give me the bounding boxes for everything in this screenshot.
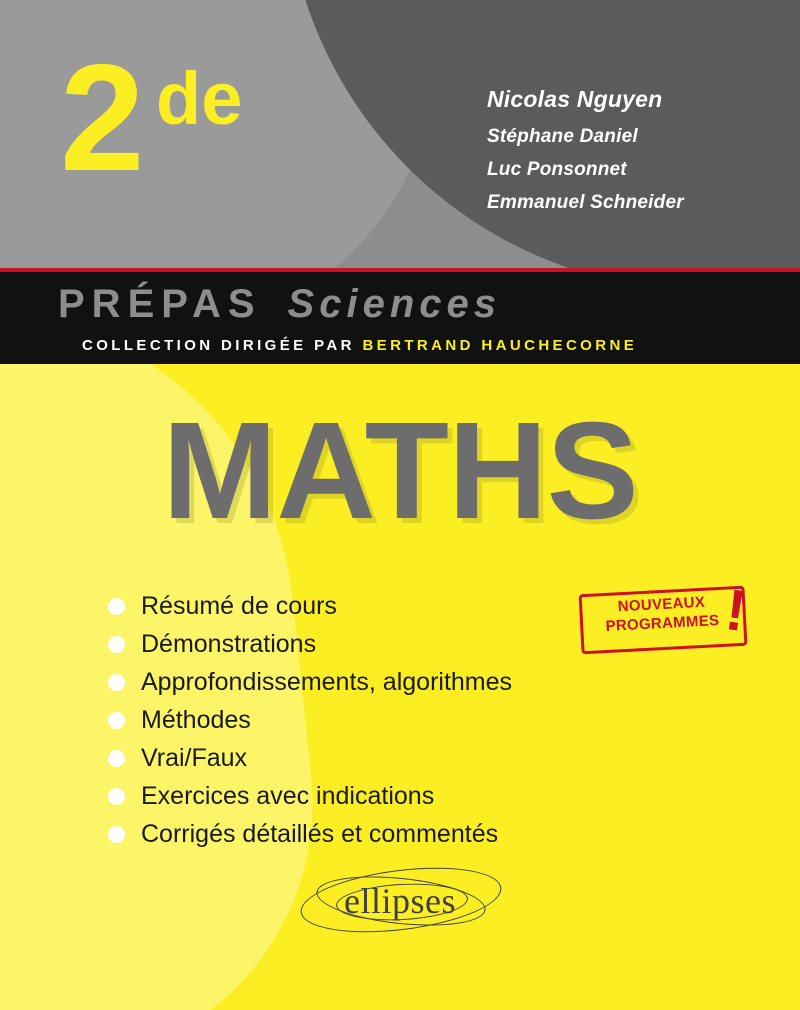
exclamation-icon: ! <box>721 576 750 645</box>
bullet-icon <box>108 826 125 843</box>
author-name: Emmanuel Schneider <box>487 192 684 213</box>
feature-label: Vrai/Faux <box>141 744 248 772</box>
author-name: Nicolas Nguyen <box>487 86 663 112</box>
publisher-logo <box>0 864 800 939</box>
feature-label: Démonstrations <box>141 630 317 658</box>
bullet-icon <box>108 598 125 615</box>
bullet-icon <box>108 750 125 767</box>
bullet-icon <box>108 788 125 805</box>
author-list <box>487 88 787 226</box>
list-item <box>108 668 668 697</box>
feature-label: Résumé de cours <box>141 592 337 620</box>
feature-label: Corrigés détaillés et commentés <box>141 820 499 848</box>
collection-sciences-word: Sciences <box>287 282 501 326</box>
directed-by-label: COLLECTION DIRIGÉE PAR <box>82 337 355 354</box>
badge-line-1: NOUVEAUX <box>617 593 706 616</box>
collection-director-line <box>82 337 637 354</box>
list-item <box>108 744 668 773</box>
bullet-icon <box>108 636 125 653</box>
list-item <box>108 782 668 811</box>
director-name: BERTRAND HAUCHECORNE <box>362 337 638 354</box>
bullet-icon <box>108 712 125 729</box>
collection-prepas-word: PRÉPAS <box>58 282 262 326</box>
feature-label: Exercices avec indications <box>141 782 435 810</box>
bullet-icon <box>108 674 125 691</box>
cover-body <box>0 364 800 1010</box>
badge-line-2: PROGRAMMES <box>605 611 720 635</box>
feature-label: Approfondissements, algorithmes <box>141 668 513 696</box>
list-item <box>108 820 668 849</box>
publisher-name: ellipses <box>344 881 456 921</box>
badge-text <box>587 592 737 637</box>
author-name: Luc Ponsonnet <box>487 159 627 180</box>
status-badge <box>580 576 754 652</box>
level-number: 2 <box>60 33 141 203</box>
feature-label: Méthodes <box>141 706 251 734</box>
list-item <box>108 706 668 735</box>
level-suffix: de <box>156 57 243 140</box>
author-name: Stéphane Daniel <box>487 126 638 147</box>
collection-title <box>58 282 501 327</box>
page-title: MATHS <box>162 394 638 548</box>
